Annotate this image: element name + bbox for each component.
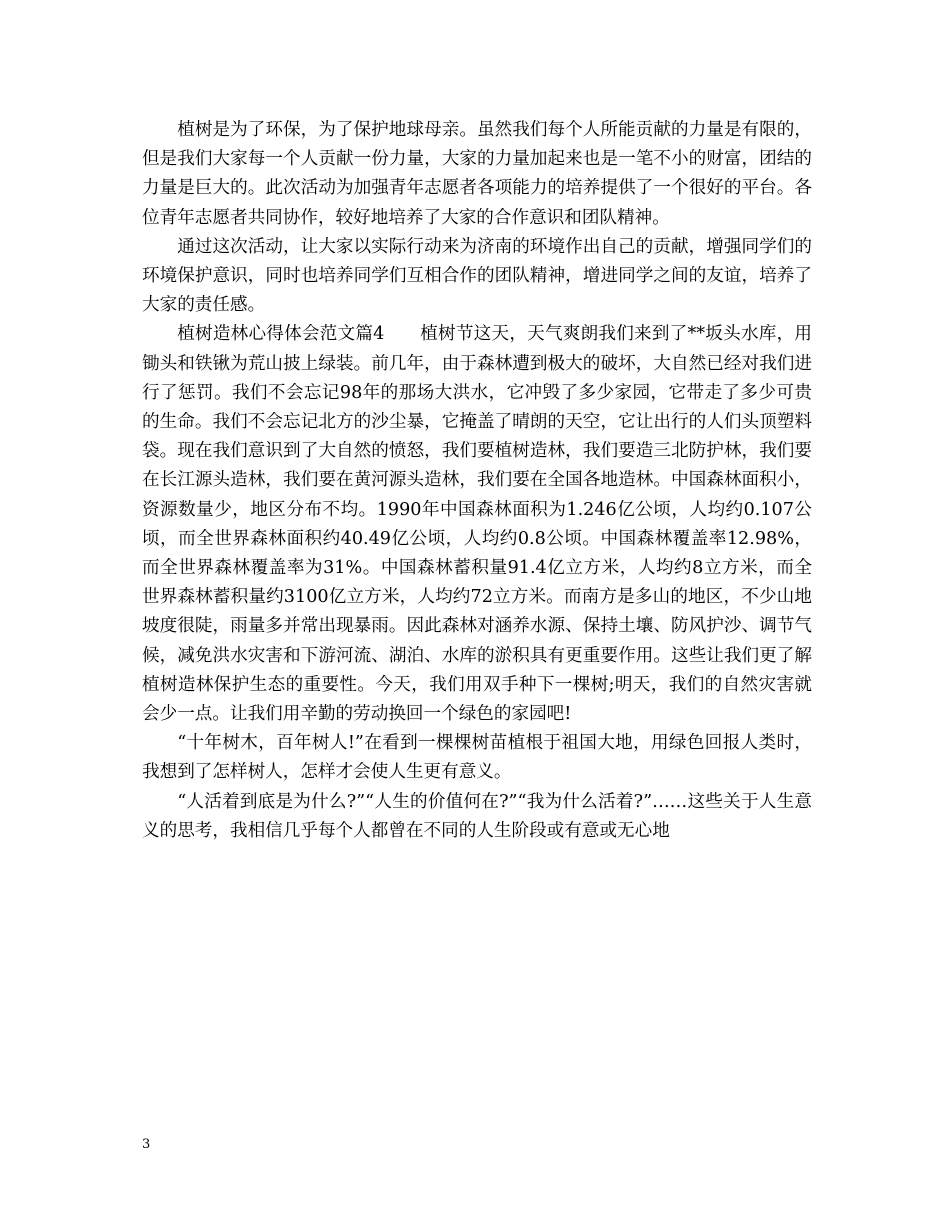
page-number: 3 (142, 1137, 151, 1152)
paragraph-essay-4: 植树造林心得体会范文篇4 植树节这天，天气爽朗我们来到了**坂头水库，用锄头和铁锹为荒山披上绿装。前几年，由于森林遭到极大的破坏，大自然已经对我们进行了惩罚。我们不会忘记98年的那场大洪水，它冲毁了多少家园，它带走了多少可贵的生命。我们不会忘记北方的沙尘暴，它掩盖了晴朗的天空，它让出行的人们头顶塑料袋。现在我们意识到了大自然的愤怒，我们要植树造林，我们要造三北防护林，我们要在长江源头造林，我们要在黄河源头造林，我们要在全国各地造林。中国森林面积小，资源数量少，地区分布不均。1990年中国森林面积为1.246亿公顷，人均约0.107公顷，而全世界森林面积约40.49亿公顷，人均约0.8公顷。中国森林覆盖率12.98%，而全世界森林覆盖率为31%。中国森林蓄积量91.4亿立方米，人均约8立方米，而全世界森林蓄积量约3100亿立方米，人均约72立方米。而南方是多山的地区，不少山地坡度很陡，雨量多并常出现暴雨。因此森林对涵养水源、保持土壤、防风护沙、调节气候，减免洪水灾害和下游河流、湖泊、水库的淤积具有更重要作用。这些让我们更了解植树造林保护生态的重要性。今天，我们用双手种下一棵树;明天，我们的自然灾害就会少一点。让我们用辛勤的劳动换回一个绿色的家园吧! (142, 324, 812, 725)
document-body (142, 116, 812, 846)
paragraph-activity-summary: 通过这次活动，让大家以实际行动来为济南的环境作出自己的贡献，增强同学们的环境保护意识，同时也培养同学们互相合作的团队精神，增进同学之间的友谊，培养了大家的责任感。 (142, 236, 812, 316)
paragraph-meaning-of-life: “人活着到底是为什么?”“人生的价值何在?”“我为什么活着?”……这些关于人生意义的思考，我相信几乎每个人都曾在不同的人生阶段或有意或无心地 (142, 791, 812, 841)
paragraph-ten-years-trees: “十年树木，百年树人!”在看到一棵棵树苗植根于祖国大地，用绿色回报人类时，我想到了怎样树人，怎样才会使人生更有意义。 (142, 733, 812, 783)
paragraph-environment: 植树是为了环保，为了保护地球母亲。虽然我们每个人所能贡献的力量是有限的，但是我们大家每一个人贡献一份力量，大家的力量加起来也是一笔不小的财富，团结的力量是巨大的。此次活动为加强青年志愿者各项能力的培养提供了一个很好的平台。各位青年志愿者共同协作，较好地培养了大家的合作意识和团队精神。 (142, 120, 812, 228)
